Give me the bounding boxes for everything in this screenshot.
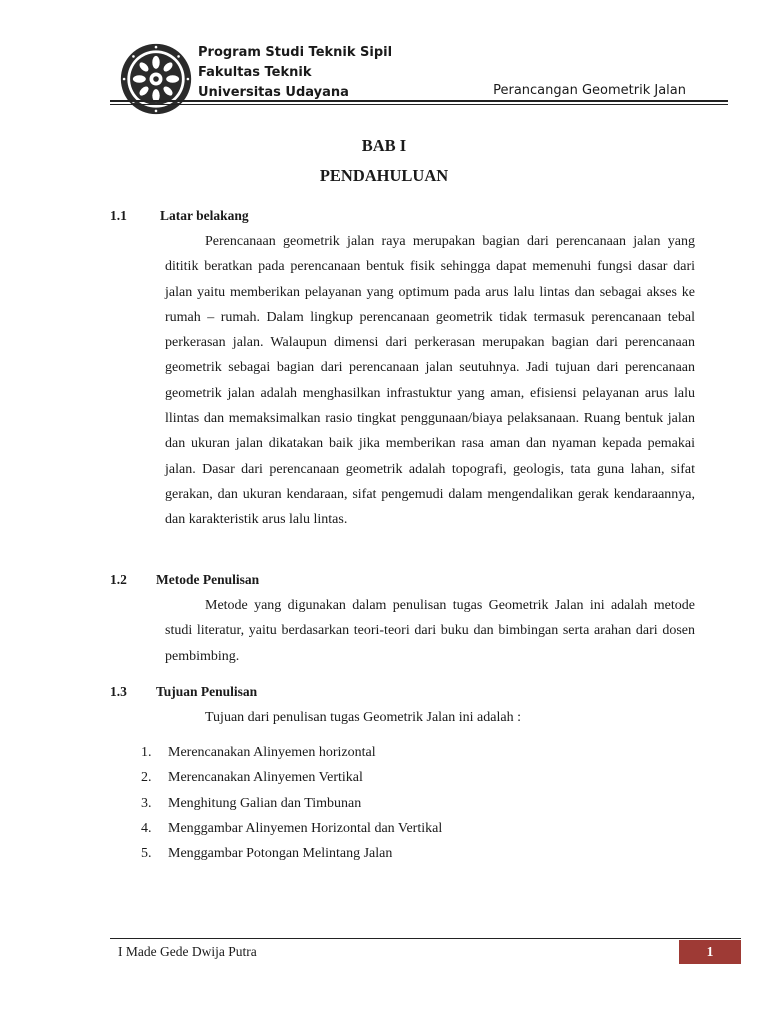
header-divider: [110, 100, 728, 102]
header-divider-thin: [110, 104, 728, 105]
section-heading-1-3: [110, 684, 257, 700]
section-title: Tujuan Penulisan: [156, 684, 258, 699]
list-item: 5. Menggambar Potongan Melintang Jalan: [141, 846, 393, 862]
section-title: Latar belakang: [160, 208, 249, 223]
section-number: 1.3: [110, 684, 127, 699]
university-name: Universitas Udayana: [198, 85, 349, 100]
section-paragraph-1-1: [165, 229, 695, 533]
section-title: Metode Penulisan: [156, 572, 260, 587]
institution-block: [198, 43, 392, 103]
chapter-number: BAB I: [361, 136, 407, 155]
paragraph-text: Tujuan dari penulisan tugas Geometrik Jalan ini adalah :: [205, 710, 521, 725]
section-heading-1-1: [110, 208, 249, 224]
paragraph-text: Metode yang digunakan dalam penulisan tugas Geometrik Jalan ini adalah metode studi literatur, yaitu berdasarkan teori-teori dari buku dan bimbingan serta arahan dari dosen pembimbing.: [165, 598, 695, 664]
chapter-title: PENDAHULUAN: [319, 166, 449, 185]
section-heading-1-2: [110, 572, 259, 588]
list-item: 1. Merencanakan Alinyemen horizontal: [141, 745, 376, 760]
faculty-name: Fakultas Teknik: [198, 65, 312, 80]
section-number: 1.2: [110, 572, 127, 587]
paragraph-text: Perencanaan geometrik jalan raya merupakan bagian dari perencanaan jalan yang dititik beratkan pada perencanaan bentuk fisik sehingga dapat memenuhi fungsi dasar dari jalan yaitu memberikan pelayanan yang optimum pada arus lalu lintas dan sebagai akses ke rumah – rumah. Dalam lingkup perencanaan geometrik tidak termasuk perencanaan tebal perkerasan jalan. Walaupun dimensi dari perkerasan merupakan bagian dari perencanaan geometrik sebagai bagian dari perencanaan jalan seutuhnya. Jadi tujuan dari perencanaan geometrik jalan adalah menghasilkan infrastuktur yang aman, efisiensi pelayanan arus lalu llintas dan memaksimalkan rasio tingkat penggunaan/biaya pelaksanaan. Ruang bentuk jalan dan ukuran jalan dikatakan baik jika memberikan rasa aman dan nyaman kepada pemakai jalan. Dasar dari perencanaan geometrik adalah topografi, geologis, tata guna lahan, sifat gerakan, dan ukuran kendaraan, sifat pengemudi dalam mengendalikan gerak kendaraannya, dan karakteristik arus lalu lintas.: [165, 234, 695, 528]
section-paragraph-1-3: [165, 705, 695, 730]
list-item: 4. Menggambar Alinyemen Horizontal dan Vertikal: [141, 820, 443, 836]
course-title: Perancangan Geometrik Jalan: [493, 83, 686, 98]
footer-divider: [110, 938, 741, 939]
footer-author: I Made Gede Dwija Putra: [118, 944, 257, 959]
goals-list: [141, 740, 442, 866]
program-name: Program Studi Teknik Sipil: [198, 45, 393, 60]
section-number: 1.1: [110, 208, 127, 223]
page-header: [110, 38, 728, 138]
list-item: 3. Menghitung Galian dan Timbunan: [141, 795, 362, 811]
list-item: 2. Merencanakan Alinyemen Vertikal: [141, 770, 363, 786]
section-paragraph-1-2: [165, 593, 695, 669]
page-number-badge: 1: [679, 940, 741, 964]
